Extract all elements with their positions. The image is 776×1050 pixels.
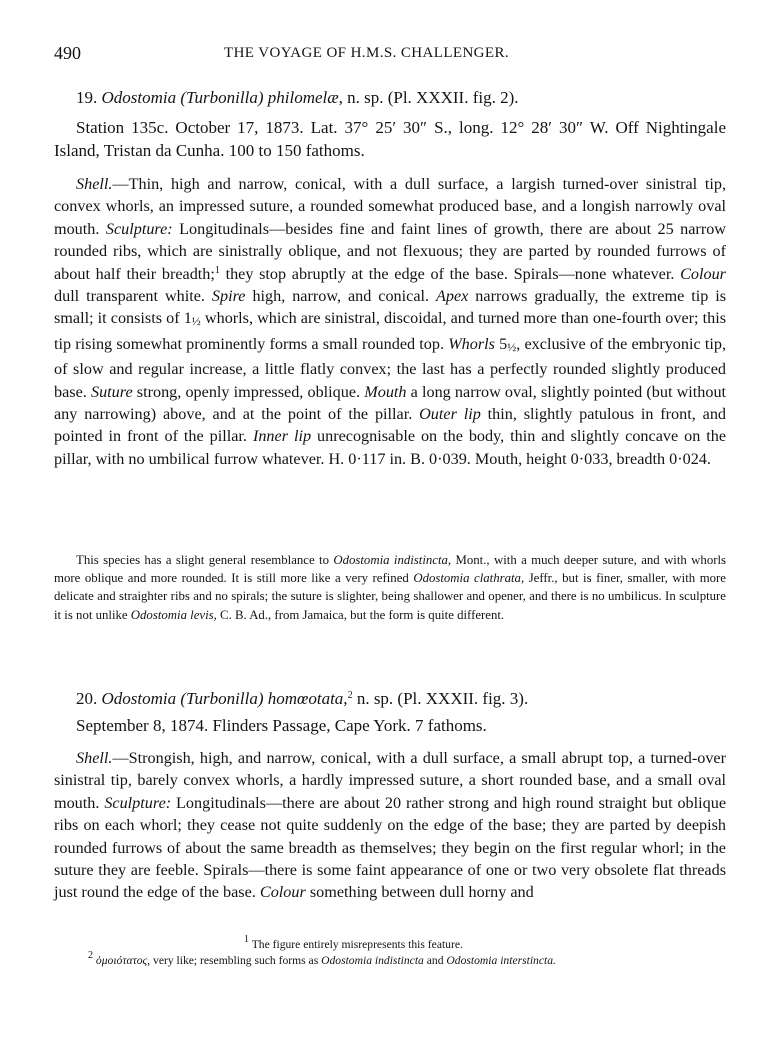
species-20-heading [54,687,726,710]
suture-label: Suture [90,382,133,401]
species-name: philomelæ [267,88,339,107]
subgenus: (Turbonilla) [180,88,264,107]
species-20-description: Shell.—Strongish, high, and narrow, conical, with a dull surface, a small abrupt top, a turned-over sinistral tip, barely convex whorls, a hardly impressed suture, a short rounded base, and a small oval mouth. Sculpture: Longitudinals—there are about 20 rather strong and high round straight but oblique ribs on each whorl; they cease not quite suddenly on the edge of the base; they are parted by deepish rounded furrows of about the same breadth as themselves; they begin on the first regular whorl; in the suture they are feeble. Spirals—there is some faint appearance of one or two very obsolete flat threads just round the edge of the base. Colour something between dull horny and [54,749,727,902]
spire-label: Spire [211,287,246,306]
species-19-description: Shell.—Thin, high and narrow, conical, with a dull surface, a largish turned-over sinistral tip, convex whorls, an impressed suture, a rounded somewhat produced base, and a longish narrowly oval mouth. Sculpture: Longitudinals—besides fine and faint lines of growth, there are about 25 narrow rounded ribs, which are sinistrally oblique, and not flexuous; they are parted by rounded furrows of about half their breadth;$^1$ they stop abruptly at the edge of the base. Spirals—none whatever. Colour dull transparent white. Spire high, narrow, and conical. Apex narrows gradually, the extreme tip is small; it consists of 1½ whorls, which are sinistral, discoidal, and turned more than one-fourth over; this tip rising somewhat prominently forms a small rounded top. Whorls 5½, exclusive of the embryonic tip, of slow and regular increase, a little flatly convex; the last has a perfectly rounded slightly produced base. Suture strong, openly impressed, oblique. Mouth a long narrow oval, slightly pointed (but without any narrowing) above, and at the point of the pillar. Outer lip thin, slightly patulous in front, and pointed in front of the pillar. Inner lip unrecognisable on the body, thin and slightly concave on the pillar, with no umbilical furrow whatever. H. 0·117 in. B. 0·039. Mouth, height 0·033, breadth 0·024. [54,175,727,468]
genus: Odostomia [101,88,177,107]
sculpture-label: Sculpture: [104,793,172,812]
running-title: THE VOYAGE OF H.M.S. CHALLENGER. [224,45,510,61]
inner-lip-label: Inner lip [252,427,312,446]
colour-label: Colour [259,883,306,902]
species-19-heading [54,86,726,109]
subgenus: (Turbonilla) [180,689,264,708]
apex-label: Apex [436,287,469,306]
shell-label: Shell. [76,175,113,193]
sculpture-label: Sculpture: [105,219,173,238]
genus: Odostomia [101,689,177,708]
mouth-label: Mouth [364,382,407,401]
footnote-ref-1: 1 [214,264,220,276]
shell-label: Shell. [76,749,113,767]
footnote-ref-2: 2 [347,690,353,701]
footnotes [54,934,726,969]
species-status: n. sp. (Pl. XXXII. fig. 3). [356,689,529,708]
colour-label: Colour [680,264,726,283]
species-20-station: September 8, 1874. Flinders Passage, Cape York. 7 fathoms. [76,716,487,735]
whorls-label: Whorls [448,334,495,353]
species-name: homœotata, [267,689,348,708]
page-number: 490 [54,43,81,63]
species-status: , n. sp. (Pl. XXXII. fig. 2). [338,88,519,107]
species-19-note: This species has a slight general resemblance to Odostomia indistincta, Mont., with a much deeper suture, and with whorls more oblique and more rounded. It is still more like a very refined Odostomia clathrata, Jeffr., but is finer, smaller, with more delicate and straighter ribs and no spirals; the suture is slighter, being shallower and opener, and there is no umbilicus. In sculpture it is not unlike Odostomia levis, C. B. Ad., from Jamaica, but the form is quite different. [54,553,727,622]
species-19-station: Station 135c. October 17, 1873. Lat. 37° 25′ 30″ S., long. 12° 28′ 30″ W. Off Nightingale Island, Tristan da Cunha. 100 to 150 fathoms. [54,118,726,160]
footnote-2: $^2$ ὁμοιότατος, very like; resembling such forms as Odostomia indistincta and Odostomia interstincta. [88,950,556,967]
measurements: H. 0·117 in. B. 0·039. Mouth, height 0·033, breadth 0·024. [328,449,711,468]
page-header [54,43,726,65]
outer-lip-label: Outer lip [419,405,481,424]
species-number: 19. [76,88,98,107]
footnote-1: $^1$ The figure entirely misrepresents this feature. [244,934,463,951]
species-number: 20. [76,689,98,708]
